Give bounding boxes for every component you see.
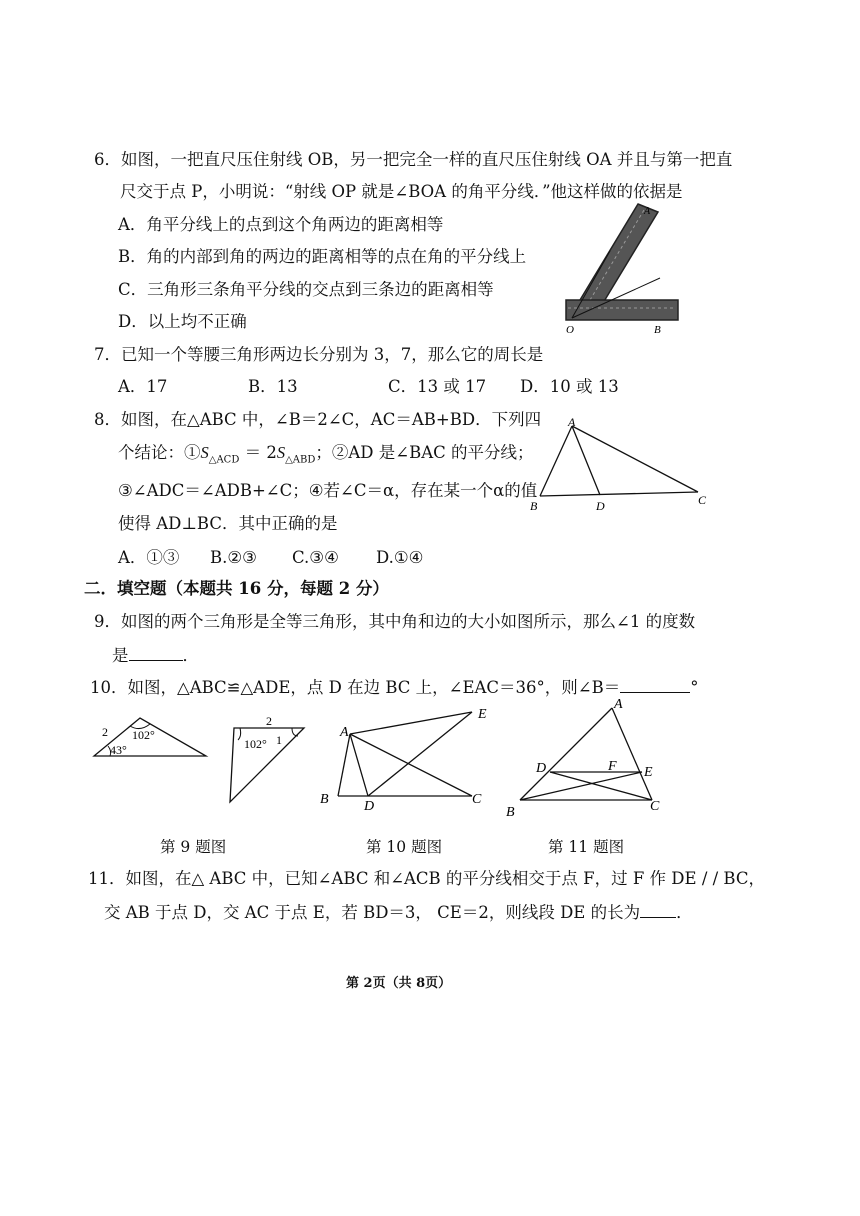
q10-label-b: B (320, 792, 329, 807)
q7-option-d: D．10 或 13 (520, 377, 619, 396)
q9-angle-one-label: 1 (276, 733, 282, 747)
q10-figure (316, 700, 496, 812)
q6-option-d: D．以上均不正确 (118, 312, 247, 331)
q11-answer-blank[interactable] (640, 901, 676, 918)
q8-option-c: C.③④ (292, 548, 339, 567)
q8-label-d: D (596, 499, 605, 513)
q11-caption: 第 11 题图 (548, 838, 625, 856)
q6-label-o: O (566, 324, 574, 336)
q9-left-side-label: 2 (102, 725, 108, 739)
q9-right-angle-label: 102° (244, 737, 267, 751)
q10-label-d: D (364, 799, 375, 812)
q11-label-e: E (644, 765, 653, 780)
section2-heading: 二．填空题（本题共 16 分，每题 2 分） (84, 579, 389, 598)
q10-label-c: C (472, 792, 482, 807)
q11-label-b: B (506, 805, 515, 820)
q10-caption: 第 10 题图 (366, 838, 443, 856)
q9-line2: 是 ． (112, 646, 199, 665)
q7-option-c: C．13 或 17 (388, 377, 487, 396)
q8-option-b: B.②③ (210, 548, 257, 567)
q9-left-triangle (88, 712, 212, 764)
q10-label-a: A (340, 725, 349, 740)
q11-line2: 交 AB 于点 D，交 AC 于点 E，若 BD＝3， CE＝2，则线段 DE 的长为 ． (104, 903, 693, 922)
q7-stem: 7．已知一个等腰三角形两边长分别为 3，7，那么它的周长是 (94, 345, 544, 364)
q9-right-side-label: 2 (266, 714, 272, 728)
q9-top-angle-label: 102° (132, 728, 155, 742)
q8-label-a: A (568, 415, 576, 429)
q6-option-c: C．三角形三条角平分线的交点到三条边的距离相等 (118, 280, 494, 299)
q8-triangle-figure (528, 414, 718, 514)
q10-answer-blank[interactable] (620, 676, 690, 693)
q11-label-d: D (536, 761, 547, 776)
q8-option-a: A．①③ (118, 548, 180, 567)
q11-figure (500, 692, 680, 820)
q10-label-e: E (478, 707, 487, 722)
q9-line1: 9．如图的两个三角形是全等三角形，其中角和边的大小如图所示，那么∠1 的度数 (94, 612, 696, 631)
q11-label-f: F (608, 759, 617, 774)
q11-line1: 11．如图，在△ ABC 中，已知∠ABC 和∠ACB 的平分线相交于点 F，过 F 作 DE / / BC， (88, 869, 765, 888)
q6-option-a: A．角平分线上的点到这个角两边的距离相等 (118, 215, 444, 234)
q6-label-a: A (644, 206, 651, 217)
q8-line2: 个结论：$①S_{\triangle ACD} = 2S_{\triangle ABD}$；②AD 是∠BAC 的平分线； (118, 443, 534, 466)
q6-ruler-figure (560, 196, 690, 341)
q7-option-b: B．13 (248, 377, 298, 396)
q7-option-a: A．17 (118, 377, 168, 396)
q9-right-triangle (214, 712, 314, 808)
page-footer: 第 2页（共 8页） (346, 976, 452, 991)
q9-caption: 第 9 题图 (160, 838, 227, 856)
q6-line1: 6．如图，一把直尺压住射线 OB，另一把完全一样的直尺压住射线 OA 并且与第一把直 (94, 150, 733, 169)
q8-line3: ③∠ADC＝∠ADB+∠C；④若∠C＝α，存在某一个α的值 (118, 481, 538, 500)
q6-option-b: B．角的内部到角的两边的距离相等的点在角的平分线上 (118, 247, 527, 266)
q6-line2: 尺交于点 P，小明说：“射线 OP 就是∠BOA 的角平分线．”他这样做的依据是 (120, 182, 683, 201)
q8-line4: 使得 AD⊥BC．其中正确的是 (118, 514, 338, 533)
q11-label-c: C (650, 799, 660, 814)
q10-stem: 10．如图，△ABC≌△ADE，点 D 在边 BC 上，∠EAC＝36°，则∠B＝ ° (90, 678, 699, 697)
q8-option-d: D.①④ (376, 548, 424, 567)
q8-label-b: B (530, 499, 538, 513)
q8-label-c: C (698, 493, 707, 507)
q9-left-angle-label: 43° (110, 743, 127, 757)
q9-answer-blank[interactable] (129, 644, 183, 661)
q11-label-a: A (614, 697, 623, 712)
q8-line1: 8．如图，在△ABC 中，∠B＝2∠C，AC＝AB+BD．下列四 (94, 410, 542, 429)
q6-label-b: B (654, 324, 661, 336)
